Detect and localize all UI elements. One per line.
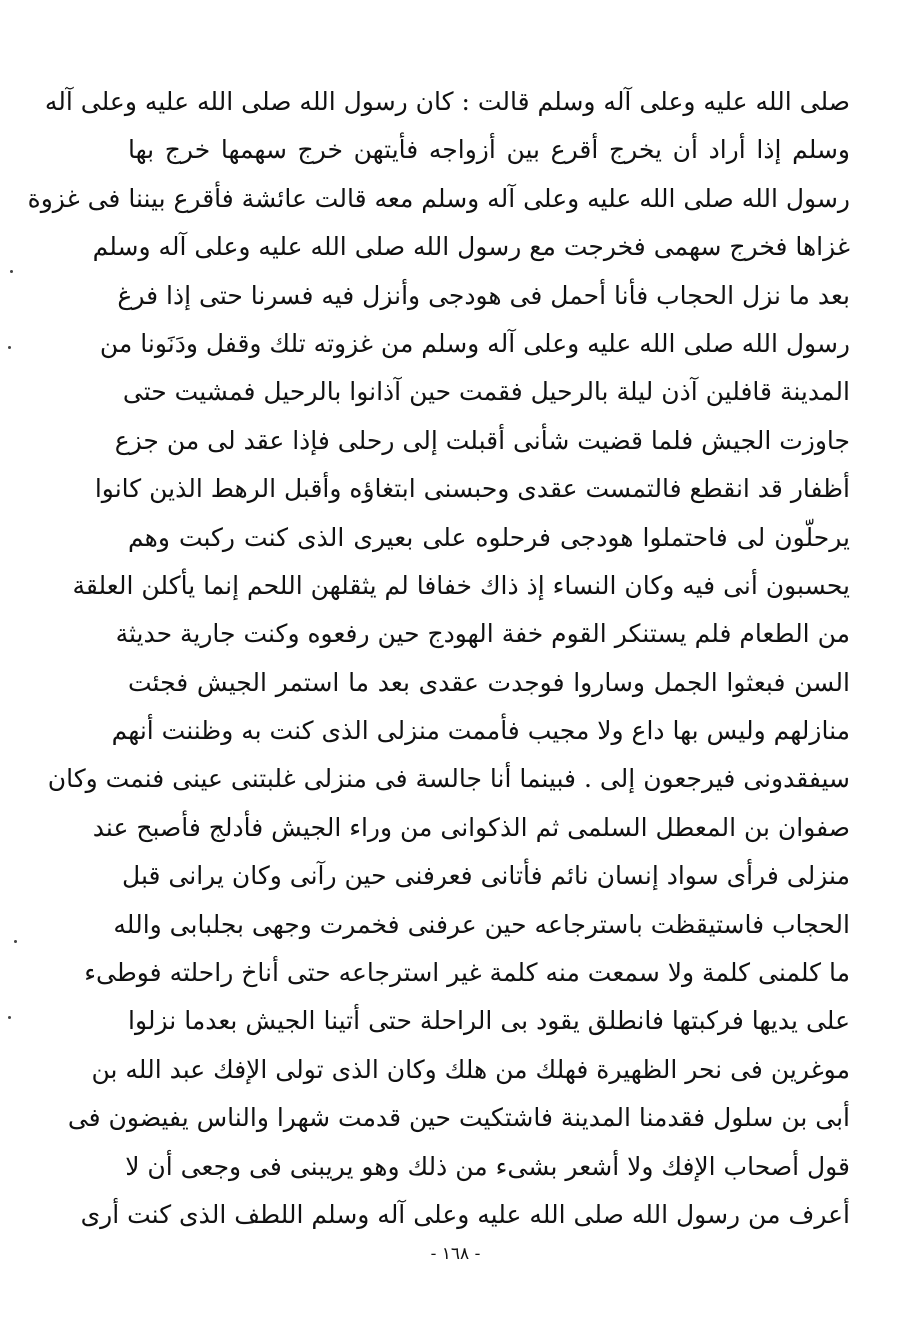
text-line: صفوان بن المعطل السلمى ثم الذكوانى من وراء الجيش فأدلج فأصبح عند [92, 812, 850, 842]
page-number: - ١٦٨ - [430, 1244, 481, 1264]
text-line: من الطعام فلم يستنكر القوم خفة الهودج حين رفعوه وكنت جارية حديثة [115, 619, 850, 649]
text-line: أعرف من رسول الله صلى الله عليه وعلى آله وسلم اللطف الذى كنت أرى [80, 1199, 850, 1229]
text-line: رسول الله صلى الله عليه وعلى آله وسلم معه قالت عائشة فأقرع بيننا فى غزوة [27, 183, 850, 213]
text-line: يحسبون أنى فيه وكان النساء إذ ذاك خفافا لم يثقلهن اللحم إنما يأكلن العلقة [72, 570, 850, 600]
scan-speck [10, 270, 13, 273]
scan-speck [8, 346, 11, 349]
text-line: ما كلمنى كلمة ولا سمعت منه كلمة غير استرجاعه حتى أناخ راحلته فوطىء [84, 958, 850, 988]
text-line: السن فبعثوا الجمل وساروا فوجدت عقدى بعد ما استمر الجيش فجئت [128, 667, 850, 697]
text-line: على يديها فركبتها فانطلق يقود بى الراحلة حتى أتينا الجيش بعدما نزلوا [128, 1006, 850, 1036]
text-line: غزاها فخرج سهمى فخرجت مع رسول الله صلى الله عليه وعلى آله وسلم [92, 232, 850, 262]
text-line: وسلم إذا أراد أن يخرج أقرع بين أزواجه فأيتهن خرج سهمها خرج بها [128, 135, 850, 165]
text-line: أظفار قد انقطع فالتمست عقدى وحبسنى ابتغاؤه وأقبل الرهط الذين كانوا [94, 474, 850, 504]
body-text [27, 78, 850, 1239]
text-line: منازلهم وليس بها داع ولا مجيب فأممت منزلى الذى كنت به وظننت أنهم [111, 716, 850, 746]
text-line: أبى بن سلول فقدمنا المدينة فاشتكيت حين قدمت شهرا والناس يفيضون فى [67, 1103, 850, 1133]
text-line: قول أصحاب الإفك ولا أشعر بشىء من ذلك وهو يريبنى فى وجعى أن لا [125, 1151, 850, 1181]
text-line: سيفقدونى فيرجعون إلى . فبينما أنا جالسة فى منزلى غلبتنى عينى فنمت وكان [47, 764, 850, 794]
scan-speck [14, 940, 17, 943]
scan-speck [8, 1016, 11, 1019]
text-line: جاوزت الجيش فلما قضيت شأنى أقبلت إلى رحلى فإذا عقد لى من جزع [114, 425, 850, 455]
text-line: الحجاب فاستيقظت باسترجاعه حين عرفنى فخمرت وجهى بجلبابى والله [113, 909, 850, 939]
text-line: رسول الله صلى الله عليه وعلى آله وسلم من غزوته تلك وقفل ودَنَونا من [99, 328, 850, 358]
text-line: بعد ما نزل الحجاب فأنا أحمل فى هودجى وأنزل فيه فسرنا حتى إذا فرغ [117, 280, 850, 310]
text-line: موغرين فى نحر الظهيرة فهلك من هلك وكان الذى تولى الإفك عبد الله بن [91, 1054, 850, 1084]
text-line: منزلى فرأى سواد إنسان نائم فأتانى فعرفنى حين رآنى وكان يرانى قبل [122, 861, 850, 891]
text-line: صلى الله عليه وعلى آله وسلم قالت : كان رسول الله صلى الله عليه وعلى آله [44, 87, 850, 116]
text-line: المدينة قافلين آذن ليلة بالرحيل فقمت حين آذانوا بالرحيل فمشيت حتى [122, 377, 850, 407]
text-line: يرحلّون لى فاحتملوا هودجى فرحلوه على بعيرى الذى كنت ركبت وهم [128, 522, 850, 552]
